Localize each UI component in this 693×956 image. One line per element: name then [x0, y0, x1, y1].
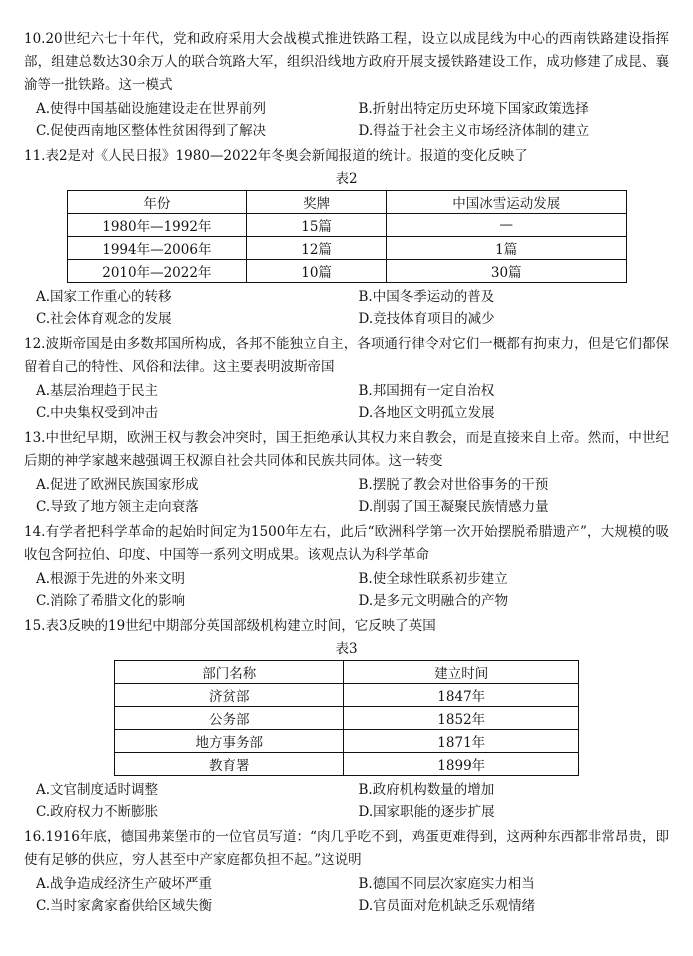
- question-14: [24, 521, 669, 612]
- options-grid: [24, 873, 669, 917]
- question-stem: 10.20世纪六七十年代，党和政府采用大会战模式推进铁路工程，设立以成昆线为中心的西南铁路建设指挥部，组建总数达30余万人的联合筑路大军，组织沿线地方政府开展支援铁路建设工作，成功修建了成昆、襄渝等一批铁路。这一模式: [24, 31, 669, 93]
- header-cell: 年份: [67, 191, 247, 214]
- table-cell: 1980年—1992年: [67, 214, 247, 237]
- option-d[interactable]: D.得益于社会主义市场经济体制的建立: [358, 123, 590, 139]
- option-d[interactable]: D.各地区文明孤立发展: [358, 405, 495, 421]
- table-row: [67, 260, 626, 283]
- option-b[interactable]: B.摆脱了教会对世俗事务的干预: [358, 477, 549, 493]
- option-c[interactable]: C.政府权力不断膨胀: [36, 804, 159, 820]
- option-c[interactable]: C.当时家禽家畜供给区域失衡: [36, 898, 213, 914]
- table-2: [67, 190, 627, 283]
- option-d[interactable]: D.是多元文明融合的产物: [358, 593, 509, 609]
- option-c[interactable]: C.中央集权受到冲击: [36, 405, 159, 421]
- option-c[interactable]: C.消除了希腊文化的影响: [36, 593, 186, 609]
- table-caption: 表3: [335, 641, 358, 657]
- table-cell: 2010年—2022年: [67, 260, 247, 283]
- table-header-row: [115, 661, 579, 684]
- header-cell: 奖牌: [247, 191, 387, 214]
- option-c[interactable]: C.社会体育观念的发展: [36, 311, 172, 327]
- table-cell: 12篇: [247, 237, 387, 260]
- option-a[interactable]: A.使得中国基础设施建设走在世界前列: [36, 101, 267, 117]
- question-stem: 13.中世纪早期，欧洲王权与教会冲突时，国王拒绝承认其权力来自教会，而是直接来自上帝。然而，中世纪后期的神学家越来越强调王权源自社会共同体和民族共同体。这一转变: [24, 430, 669, 469]
- option-c[interactable]: C.促使西南地区整体性贫困得到了解决: [36, 123, 267, 139]
- table-cell: 1847年: [344, 684, 579, 707]
- options-grid: [24, 380, 669, 424]
- table-cell: 30篇: [386, 260, 626, 283]
- table-cell: 1899年: [344, 753, 579, 776]
- table-cell: 1871年: [344, 730, 579, 753]
- question-13: [24, 427, 669, 518]
- table-cell: —: [386, 214, 626, 237]
- table-cell: 教育署: [115, 753, 344, 776]
- option-b[interactable]: B.使全球性联系初步建立: [358, 571, 508, 587]
- table-header-row: [67, 191, 626, 214]
- table-3: [114, 660, 579, 776]
- option-b[interactable]: B.折射出特定历史环境下国家政策选择: [358, 101, 589, 117]
- question-11: [24, 145, 669, 330]
- options-grid: [24, 568, 669, 612]
- option-b[interactable]: B.政府机构数量的增加: [358, 782, 495, 798]
- option-a[interactable]: A.文官制度适时调整: [36, 782, 159, 798]
- question-stem: 12.波斯帝国是由多数邦国所构成，各邦不能独立自主，各项通行律令对它们一概都有拘束力，但是它们都保留着自己的特性、风俗和法律。这主要表明波斯帝国: [24, 336, 669, 375]
- option-a[interactable]: A.国家工作重心的转移: [36, 289, 172, 305]
- option-d[interactable]: D.竞技体育项目的减少: [358, 311, 495, 327]
- table-row: [115, 684, 579, 707]
- table-cell: 地方事务部: [115, 730, 344, 753]
- question-15: [24, 615, 669, 823]
- table-cell: 公务部: [115, 707, 344, 730]
- option-c[interactable]: C.导致了地方领主走向衰落: [36, 499, 199, 515]
- question-stem: 15.表3反映的19世纪中期部分英国部级机构建立时间，它反映了英国: [24, 618, 436, 634]
- option-a[interactable]: A.战争造成经济生产破坏严重: [36, 876, 213, 892]
- table-caption: 表2: [335, 171, 358, 187]
- table-cell: 1994年—2006年: [67, 237, 247, 260]
- table-cell: 1852年: [344, 707, 579, 730]
- table-cell: 1篇: [386, 237, 626, 260]
- table-cell: 10篇: [247, 260, 387, 283]
- table-row: [67, 214, 626, 237]
- question-stem: 11.表2是对《人民日报》1980—2022年冬奥会新闻报道的统计。报道的变化反映了: [24, 148, 528, 164]
- options-grid: [24, 286, 669, 330]
- question-stem: 14.有学者把科学革命的起始时间定为1500年左右，此后“欧洲科学第一次开始摆脱希腊遗产”，大规模的吸收包含阿拉伯、印度、中国等一系列文明成果。该观点认为科学革命: [24, 524, 669, 563]
- table-row: [115, 753, 579, 776]
- option-b[interactable]: B.德国不同层次家庭实力相当: [358, 876, 535, 892]
- table-cell: 济贫部: [115, 684, 344, 707]
- options-grid: [24, 779, 669, 823]
- question-10: [24, 28, 669, 142]
- option-b[interactable]: B.邦国拥有一定自治权: [358, 383, 495, 399]
- question-12: [24, 333, 669, 424]
- table-row: [115, 707, 579, 730]
- question-stem: 16.1916年底，德国弗莱堡市的一位官员写道：“肉几乎吃不到，鸡蛋更难得到，这两种东西都非常昂贵，即使有足够的供应，穷人甚至中产家庭都负担不起。”这说明: [24, 829, 669, 868]
- option-d[interactable]: D.官员面对危机缺乏乐观情绪: [358, 898, 536, 914]
- options-grid: [24, 98, 669, 142]
- option-a[interactable]: A.根源于先进的外来文明: [36, 571, 186, 587]
- header-cell: 部门名称: [115, 661, 344, 684]
- header-cell: 建立时间: [344, 661, 579, 684]
- option-a[interactable]: A.基层治理趋于民主: [36, 383, 159, 399]
- option-d[interactable]: D.国家职能的逐步扩展: [358, 804, 495, 820]
- table-cell: 15篇: [247, 214, 387, 237]
- table-row: [115, 730, 579, 753]
- option-d[interactable]: D.削弱了国王凝聚民族情感力量: [358, 499, 549, 515]
- header-cell: 中国冰雪运动发展: [386, 191, 626, 214]
- table-row: [67, 237, 626, 260]
- option-a[interactable]: A.促进了欧洲民族国家形成: [36, 477, 199, 493]
- option-b[interactable]: B.中国冬季运动的普及: [358, 289, 495, 305]
- options-grid: [24, 474, 669, 518]
- question-16: [24, 826, 669, 917]
